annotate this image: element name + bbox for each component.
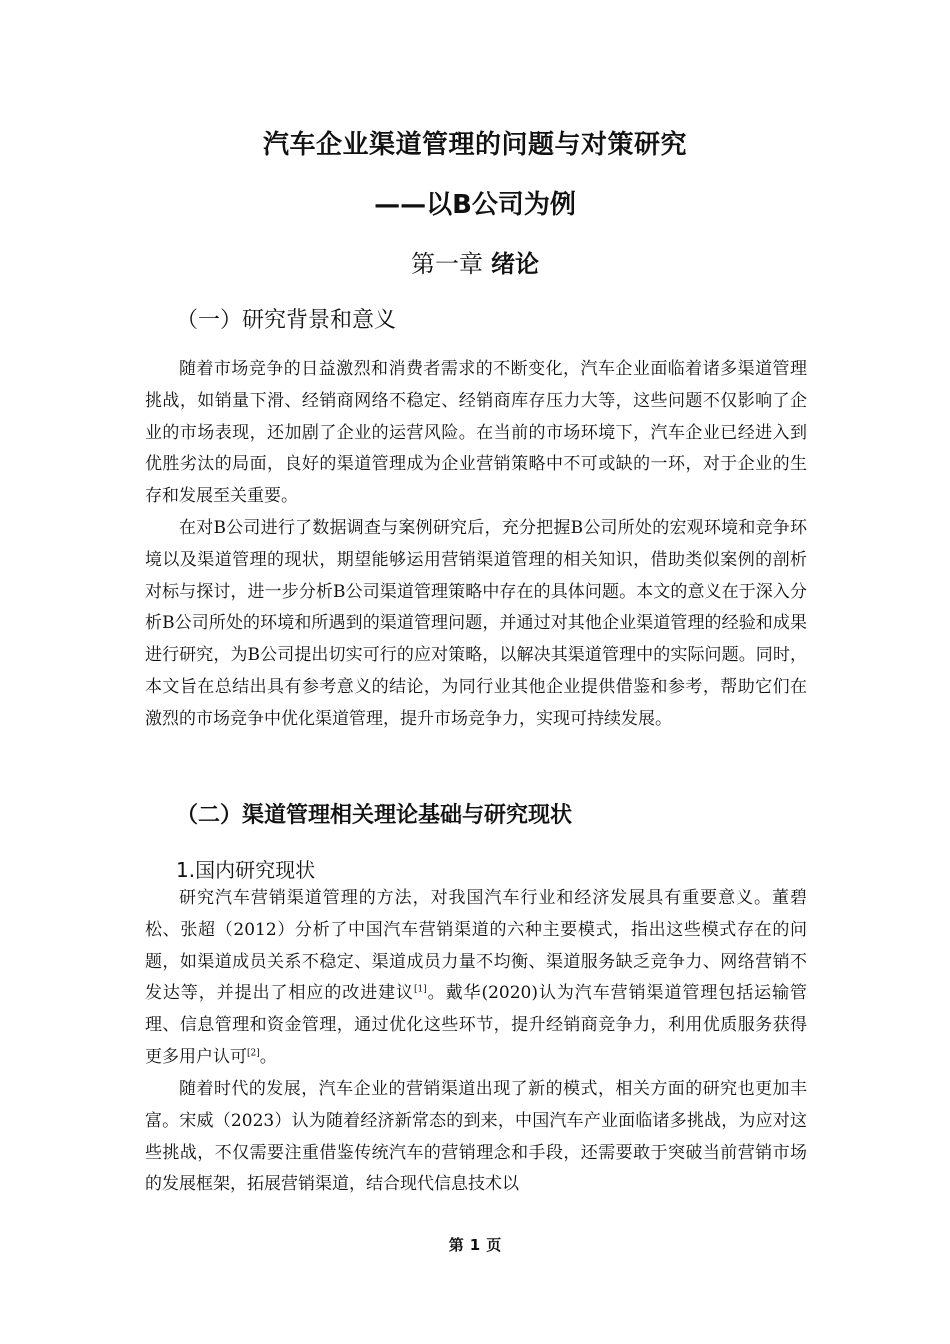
footer-prefix: 第 [448,1236,464,1254]
subheading-domestic-research: 1.国内研究现状 [176,858,316,882]
page-footer [0,1234,950,1255]
chapter-title [0,244,950,279]
citation-ref-1: [1] [414,984,427,995]
citation-ref-2: [2] [247,1048,260,1059]
paragraph-domestic-2: 随着时代的发展，汽车企业的营销渠道出现了新的模式，相关方面的研究也更加丰富。宋威（2023）认为随着经济新常态的到来，中国汽车产业面临诸多挑战，为应对这些挑战，不仅需要注重借鉴传统汽车的营销理念和手段，还需要敢于突破当前营销市场的发展框架，拓展营销渠道，结合现代信息技术以 [145,1079,807,1195]
chapter-name: 绪论 [491,250,539,278]
paragraph-background-2: 在对B公司进行了数据调查与案例研究后，充分把握B公司所处的宏观环境和竞争环境以及渠道管理的现状，期望能够运用营销渠道管理的相关知识，借助类似案例的剖析对标与探讨，进一步分析B公司渠道管理策略中存在的具体问题。本文的意义在于深入分析B公司所处的环境和所遇到的渠道管理问题，并通过对其他企业渠道管理的经验和成果进行研究，为B公司提出切实可行的应对策略，以解决其渠道管理中的实际问题。同时，本文旨在总结出具有参考意义的结论，为同行业其他企业提供借鉴和参考，帮助它们在激烈的市场竞争中优化渠道管理，提升市场竞争力，实现可持续发展。 [145,518,807,729]
paragraph-text: 。 [259,1046,277,1067]
footer-suffix: 页 [486,1236,502,1254]
document-subtitle: ——以B公司为例 [374,190,576,220]
paragraph-text: 研究汽车营销渠道管理的方法，对我国汽车行业和经济发展具有重要意义。董碧松、张超（2012）分析了中国汽车营销渠道的六种主要模式，指出这些模式存在的问题，如渠道成员关系不稳定、渠道成员力量不均衡、渠道服务缺乏竞争力、网络营销不发达等，并提出了相应的改进建议 [145,888,807,1004]
section-heading-theory: （二）渠道管理相关理论基础与研究现状 [176,803,573,828]
paragraph-text: 。戴华(2020)认为汽车营销渠道管理包括运输管理、信息管理和资金管理，通过优化这些环节，提升经销商竞争力，利用优质服务获得更多用户认可 [145,983,808,1067]
document-title: 汽车企业渠道管理的问题与对策研究 [262,130,687,160]
paragraph-background-1: 随着市场竞争的日益激烈和消费者需求的不断变化，汽车企业面临着诸多渠道管理挑战，如销量下滑、经销商网络不稳定、经销商库存压力大等，这些问题不仅影响了企业的市场表现，还加剧了企业的运营风险。在当前的市场环境下，汽车企业已经进入到优胜劣汰的局面，良好的渠道管理成为企业营销策略中不可或缺的一环，对于企业的生存和发展至关重要。 [145,359,807,507]
paragraph-domestic-1 [145,883,807,1074]
chapter-number: 第一章 [411,250,483,278]
section-heading-background: （一）研究背景和意义 [176,308,397,333]
page-number: 1 [469,1236,481,1254]
